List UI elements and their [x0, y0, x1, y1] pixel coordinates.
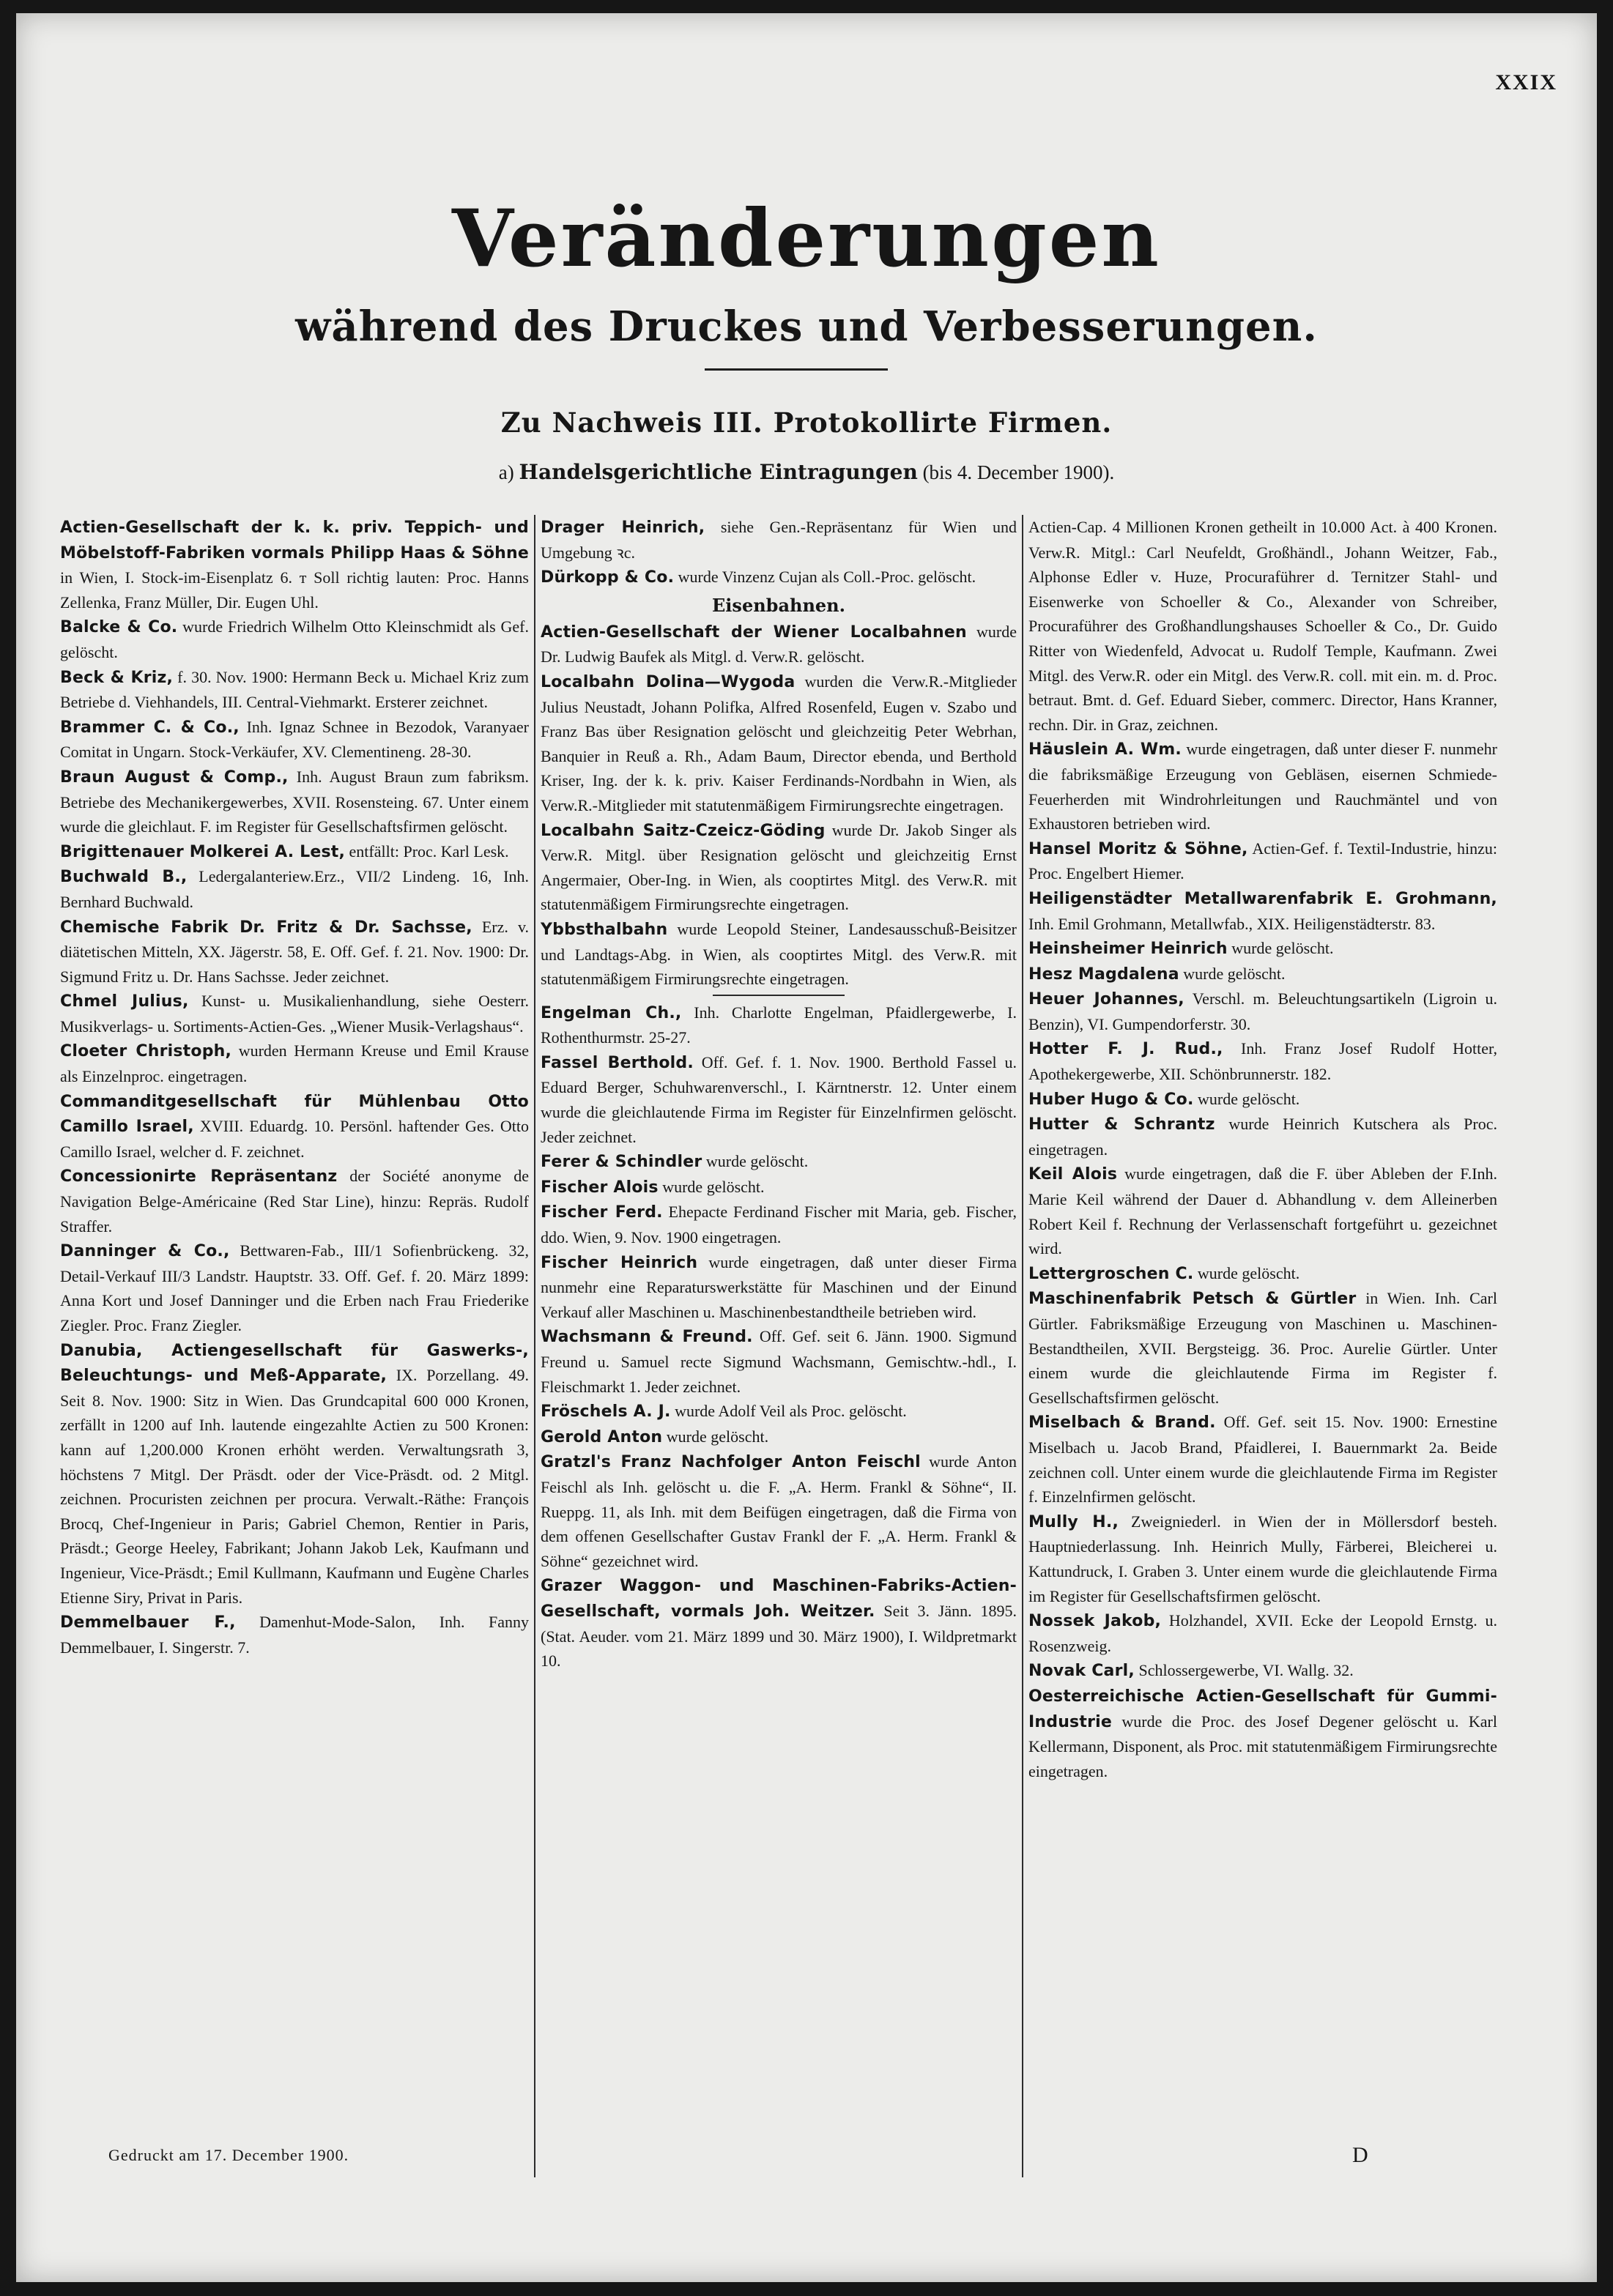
firm-name: Fischer Heinrich: [541, 1253, 698, 1272]
page-subtitle: während des Druckes und Verbesserungen.: [295, 302, 1318, 351]
register-entry: [60, 1338, 529, 1610]
register-entry: [1028, 886, 1497, 936]
register-entry: [541, 1449, 1017, 1573]
register-entry: [541, 1399, 1017, 1424]
register-entry: [541, 1200, 1017, 1249]
entry-text: Ledergalanteriew.Erz., VII/2 Lindeng. 16, Inh. Bernhard Buchwald.: [60, 867, 529, 911]
column-1: [60, 515, 529, 2123]
column-2-entries: [541, 515, 1017, 590]
signature-mark: D: [1352, 2143, 1368, 2167]
entry-text: wurde eingetragen, daß unter dieser Firma nunmehr eine Reparaturswerkstätte für Maschinen und der Einund Verkauf aller Maschinen u. Maschinenbestandtheile betrieben wird.: [541, 1252, 1017, 1321]
page-title: Veränderungen: [452, 193, 1161, 285]
register-entry: [60, 864, 529, 914]
register-entry: [1028, 987, 1497, 1036]
entry-text: Schlossergewerbe, VI. Wallg. 32.: [1138, 1661, 1354, 1680]
register-entry: [1028, 1112, 1497, 1162]
firm-name: Danninger & Co.,: [60, 1242, 230, 1261]
entry-text: IX. Porzellang. 49. Seit 8. Nov. 1900: Sitz in Wien. Das Grundcapital 600 000 Kronen, zerfällt in 1200 auf Inh. lautende eingezahlte Actien zu 500 Kronen: kann auf 1,200.000 Kronen erhöht werden. Verwaltungsrath 3, höchstens 7 Mitgl. Der Präsdt. oder der Vice-Präsdt. od. 2 Mitgl. zeichnen. Procuristen zeichnen per procura. Verwalt.-Räthe: François Brocq, Chef-Ingenieur in Paris; Gabriel Chemon, Rentier in Paris, Präsdt.; George Heeley, Fabrikant; Johann Jakob Lek, Kaufmann und Ingenieur, Vice-Präsdt.; Emil Kullmann, Kaufmann und Eugène Charles Etienne Siry, Privat in Paris.: [60, 1366, 529, 1607]
entry-text: wurde gelöscht.: [705, 1152, 809, 1171]
entry-text: wurde gelöscht.: [662, 1177, 765, 1196]
entry-text: entfällt: Proc. Karl Lesk.: [349, 842, 509, 861]
register-entry: [60, 989, 529, 1039]
subsection-suffix: (bis 4. December 1900).: [922, 461, 1115, 483]
entry-text: Bettwaren-Fab., III/1 Sofienbrückeng. 32, Detail-Verkauf III/3 Landstr. Hauptstr. 33. Off. Gef. f. 20. März 1899: Anna Kort und Josef Danninger und die Erben nach Frau Friederike Ziegler. Proc. Franz Ziegler.: [60, 1241, 529, 1334]
subsection-name: Handelsgerichtliche Eintragungen: [519, 460, 918, 484]
firm-name: Braun August & Comp.,: [60, 768, 289, 787]
firm-name: Häuslein A. Wm.: [1028, 740, 1182, 759]
entry-text: wurde eingetragen, daß unter dieser F. nunmehr die fabriksmäßige Erzeugung von Gebläsen, eisernen Schmiede-Feuerherden mit Windrohrleitungen und Rauchmäntel und von Exhaustoren betrieben wird.: [1028, 740, 1497, 833]
entry-text: Ehepacte Ferdinand Fischer mit Maria, geb. Fischer, ddo. Wien, 9. Nov. 1900 eingetragen.: [541, 1203, 1017, 1247]
entry-text: Inh. Charlotte Engelman, Pfaidlergewerbe, I. Rothenthurmstr. 25-27.: [541, 1003, 1017, 1047]
register-entry: [541, 917, 1017, 992]
register-entry: [541, 1175, 1017, 1200]
entry-text: Erz. v. diätetischen Mitteln, XX. Jägerstr. 58, E. Off. Gef. f. 21. Nov. 1900: Dr. Sigmund Fritz u. Dr. Hans Sachsse. Jeder zeichnet.: [60, 917, 529, 986]
subsection-prefix: a): [498, 461, 514, 483]
register-entry: [60, 1089, 529, 1164]
entry-text: XVIII. Eduardg. 10. Persönl. haftender Ges. Otto Camillo Israel, welcher d. F. zeichnet.: [60, 1117, 529, 1161]
firm-name: Grazer Waggon- und Maschinen-Fabriks-Actien-Gesellschaft, vormals Joh. Weitzer.: [541, 1577, 1017, 1621]
entry-text: wurde Vinzenz Cujan als Coll.-Proc. gelöscht.: [678, 568, 976, 587]
register-entry: [1028, 962, 1497, 987]
register-entry: [541, 1050, 1017, 1149]
firm-name: Keil Alois: [1028, 1165, 1118, 1184]
column-3-entries: [1028, 515, 1497, 1783]
firm-name: Balcke & Co.: [60, 618, 178, 637]
register-entry: [541, 1000, 1017, 1050]
firm-name: Maschinenfabrik Petsch & Gürtler: [1028, 1290, 1357, 1309]
firm-name: Chemische Fabrik Dr. Fritz & Dr. Sachsse,: [60, 918, 472, 937]
firm-name: Lettergroschen C.: [1028, 1264, 1194, 1283]
register-entry: [60, 515, 529, 614]
firm-name: Danubia, Actiengesellschaft für Gaswerks-, Beleuchtungs- und Meß-Apparate,: [60, 1341, 529, 1386]
entry-text: wurde Friedrich Wilhelm Otto Kleinschmidt als Gef. gelöscht.: [60, 617, 529, 661]
firm-name: Ybbsthalbahn: [541, 920, 668, 939]
register-entry: [541, 818, 1017, 917]
entry-text: in Wien, I. Stock-im-Eisenplatz 6. ᴛ Soll richtig lauten: Proc. Hanns Zellenka, Franz Müller, Dir. Eugen Uhl.: [60, 568, 529, 612]
entry-text: Seit 3. Jänn. 1895. (Stat. Aeuder. vom 21. März 1899 und 30. März 1900), I. Wildpretmarkt 10.: [541, 1601, 1017, 1671]
firm-name: Commanditgesellschaft für Mühlenbau Otto Camillo Israel,: [60, 1092, 529, 1137]
register-entry: [60, 715, 529, 765]
register-entry: [60, 1039, 529, 1088]
firm-name: Concessionirte Repräsentanz: [60, 1167, 338, 1186]
register-entry: [541, 1424, 1017, 1450]
firm-name: Fröschels A. J.: [541, 1403, 671, 1422]
register-entry: [1028, 1261, 1497, 1287]
firm-name: Wachsmann & Freund.: [541, 1328, 753, 1347]
firm-name: Localbahn Dolina—Wygoda: [541, 672, 796, 691]
firm-name: Beck & Kriz,: [60, 668, 174, 687]
entry-text: wurde gelöscht.: [1231, 939, 1334, 958]
register-entry: [1028, 1036, 1497, 1086]
title-divider: [705, 368, 888, 371]
register-entry: [1028, 1410, 1497, 1509]
entry-text: Off. Gef. f. 1. Nov. 1900. Berthold Fassel u. Eduard Berger, Schuhwarenverschl., I. Kärntnerstr. 12. Unter einem wurde die gleichlautende Firma im Register für Einzelnfirmen gelöscht. Jeder zeichnet.: [541, 1052, 1017, 1146]
firm-name: Dürkopp & Co.: [541, 568, 675, 587]
firm-name: Huber Hugo & Co.: [1028, 1090, 1194, 1109]
entry-separator: [713, 995, 845, 996]
firm-name: Gerold Anton: [541, 1427, 663, 1446]
entry-text: in Wien. Inh. Carl Gürtler. Fabriksmäßige Erzeugung von Maschinen u. Maschinen-Bestandtheilen, XVII. Bergsteigg. 36. Proc. Aurelie Gürtler. Unter einem wurde die gleichlautende Firma im Register f. Gesellschaftsfirmen gelöscht.: [1028, 1289, 1497, 1407]
register-entry: [1028, 836, 1497, 886]
firm-name: Demmelbauer F.,: [60, 1613, 236, 1632]
entry-text: wurde die Proc. des Josef Degener gelöscht u. Karl Kellermann, Disponent, als Proc. mit statutenmäßigem Firmirungsrechte eingetragen.: [1028, 1712, 1497, 1780]
entry-text: der Société anonyme de Navigation Belge-Américaine (Red Star Line), hinzu: Repräs. Rudolf Straffer.: [60, 1167, 529, 1236]
entry-text: Inh. Franz Josef Rudolf Hotter, Apothekergewerbe, XII. Schönbrunnerstr. 182.: [1028, 1039, 1497, 1084]
register-entry: [1028, 1684, 1497, 1783]
entry-text: Verschl. m. Beleuchtungsartikeln (Ligroin u. Benzin), VI. Gumpendorferstr. 30.: [1028, 989, 1497, 1033]
firm-name: Heiligenstädter Metallwarenfabrik E. Grohmann,: [1028, 889, 1497, 908]
register-entry: [541, 1250, 1017, 1325]
register-entry: [541, 1324, 1017, 1399]
firm-name: Buchwald B.,: [60, 868, 188, 887]
entry-text: wurde gelöscht.: [1198, 1089, 1300, 1108]
entry-text: Inh. August Braun zum fabriksm. Betriebe des Mechanikergewerbes, XVII. Rosensteing. 67. Unter einem wurde die gleichlaut. F. im Register für Gesellschaftsfirmen gelöscht.: [60, 767, 529, 836]
register-entry: [60, 765, 529, 839]
firm-name: Oesterreichische Actien-Gesellschaft für Gummi-Industrie: [1028, 1687, 1497, 1731]
entry-text: siehe Gen.-Repräsentanz für Wien und Umgebung ꝛc.: [541, 518, 1017, 562]
firm-name: Localbahn Saitz-Czeicz-Göding: [541, 821, 826, 840]
entry-text: wurde Leopold Steiner, Landesausschuß-Beisitzer und Landtags-Abg. in Wien, als cooptirtes Mitgl. des Verw.R. mit statutenmäßigem Firmirungsrechte eingetragen.: [541, 919, 1017, 989]
register-entry: [60, 614, 529, 664]
column-1-entries: [60, 515, 529, 1660]
railway-entries: [541, 620, 1017, 992]
firm-name: Fischer Ferd.: [541, 1203, 663, 1222]
firm-name: Mully H.,: [1028, 1512, 1119, 1531]
register-entry: [60, 839, 529, 865]
firm-name: Engelman Ch.,: [541, 1003, 682, 1022]
firm-name: Hotter F. J. Rud.,: [1028, 1040, 1223, 1059]
register-entry: [1028, 1087, 1497, 1112]
firm-name: Hesz Magdalena: [1028, 965, 1179, 984]
entry-text: wurde gelöscht.: [1183, 964, 1286, 983]
register-entry: [541, 1573, 1017, 1673]
entry-text: Off. Gef. seit 6. Jänn. 1900. Sigmund Freund u. Samuel recte Sigmund Wachsmann, Gemischtw.-hdl., I. Fleischmarkt 1. Jeder zeichnet.: [541, 1327, 1017, 1396]
subsection-heading: [16, 460, 1597, 484]
entry-text: wurde Dr. Jakob Singer als Verw.R. Mitgl. über Resignation gelöscht und gleichzeitig Ernst Angermaier, Ober-Ing. in Wien, als cooptirtes Mitgl. des Verw.R. mit statutenmäßigem Firmirungsrechte eingetragen.: [541, 820, 1017, 914]
entry-text: wurde Anton Feischl als Inh. gelöscht u. die F. „A. Herm. Frankl & Söhne“, II. Rueppg. 11, als Inh. mit dem Beifügen eingetragen, daß die Firma von dem offenen Gesellschafter Gustav Frankl der F. „A. Herm. Frankl & Söhne“ gezeichnet wird.: [541, 1452, 1017, 1570]
register-entry: [1028, 1286, 1497, 1410]
firm-name: Brigittenauer Molkerei A. Lest,: [60, 842, 346, 861]
entry-text: Inh. Emil Grohmann, Metallwfab., XIX. Heiligenstädterstr. 83.: [1028, 914, 1436, 933]
register-entry: [1028, 1658, 1497, 1684]
firm-name: Ferer & Schindler: [541, 1153, 702, 1172]
column-divider: [534, 515, 535, 2177]
firm-name: Miselbach & Brand.: [1028, 1413, 1216, 1433]
register-entry: [1028, 515, 1497, 737]
entry-text: wurde gelöscht.: [666, 1427, 769, 1446]
firm-name: Actien-Gesellschaft der Wiener Localbahnen: [541, 623, 967, 642]
entry-text: wurden Hermann Kreuse und Emil Krause als Einzelnproc. eingetragen.: [60, 1041, 529, 1086]
entry-text: Inh. Ignaz Schnee in Bezodok, Varanyaer Comitat in Ungarn. Stock-Verkäufer, XV. Clementineng. 28-30.: [60, 717, 529, 762]
entry-text: Kunst- u. Musikalienhandlung, siehe Oesterr. Musikverlags- u. Sortiments-Actien-Ges. „Wiener Musik-Verlagshaus“.: [60, 992, 529, 1036]
entry-text: wurden die Verw.R.-Mitglieder Julius Neustadt, Johann Polifka, Alfred Rosenfeld, Eugen v. Szabo und Franz Bas über Resignation gelöscht und gleichzeitig Peter Webrhan, Banquier in Reuß a. Rh., Adam Baum, Director ebenda, und Berthold Kriser, Ing. der k. k. priv. Kaiser Ferdinands-Nordbahn in Wien, als Verw.R.-Mitglieder mit statutenmäßigem Firmirungsrechte eingetragen.: [541, 672, 1017, 814]
firm-name: Chmel Julius,: [60, 992, 189, 1011]
register-entry: [60, 665, 529, 715]
entry-text: wurde gelöscht.: [1197, 1263, 1300, 1282]
entry-text: Holzhandel, XVII. Ecke der Leopold Ernstg. u. Rosenzweig.: [1028, 1611, 1497, 1655]
firm-name: Heuer Johannes,: [1028, 990, 1184, 1009]
register-entry: [1028, 737, 1497, 836]
register-entry: [541, 1149, 1017, 1175]
register-entry: [60, 915, 529, 989]
entry-text: wurde Heinrich Kutschera als Proc. eingetragen.: [1028, 1115, 1497, 1159]
column-divider: [1022, 515, 1023, 2177]
firm-name: Hansel Moritz & Söhne,: [1028, 839, 1248, 858]
column-2-more-entries: [541, 1000, 1017, 1673]
entry-text: Zweigniederl. in Wien der in Möllersdorf besteh. Hauptniederlassung. Inh. Heinrich Mully, Färberei, Bleicherei u. Kattundruck, I. Graben 3. Unter einem wurde die gleichlautende Firma im Register für Gesellschaftsfirmen gelöscht.: [1028, 1512, 1497, 1605]
register-entry: [60, 1164, 529, 1238]
register-entry: [1028, 1608, 1497, 1658]
firm-name: Fischer Alois: [541, 1178, 659, 1197]
print-date: Gedruckt am 17. December 1900.: [108, 2146, 349, 2164]
firm-name: Heinsheimer Heinrich: [1028, 940, 1228, 959]
column-2: [541, 515, 1017, 2123]
entry-text: wurde eingetragen, daß die F. über Ableben der F.Inh. Marie Keil während der Dauer d. Abhandlung v. dem Alleinerben Robert Keil f. Rechnung der Verlassenschaft fortgeführt u. gezeichnet wird.: [1028, 1164, 1497, 1258]
section-heading-eisenbahnen: Eisenbahnen.: [712, 594, 845, 616]
register-entry: [541, 669, 1017, 818]
register-entry: [1028, 1509, 1497, 1608]
register-entry: [541, 565, 1017, 590]
entry-text: wurde Adolf Veil als Proc. gelöscht.: [675, 1402, 907, 1421]
register-entry: [541, 620, 1017, 669]
register-entry: [1028, 1162, 1497, 1260]
column-3: [1028, 515, 1497, 2123]
section-heading: Zu Nachweis III. Protokollirte Firmen.: [500, 406, 1113, 439]
firm-name: Nossek Jakob,: [1028, 1612, 1162, 1631]
firm-name: Fassel Berthold.: [541, 1053, 694, 1072]
entry-text: Actien-Cap. 4 Millionen Kronen getheilt in 10.000 Act. à 400 Kronen. Verw.R. Mitgl.: Carl Neufeldt, Großhändl., Johann Weitzer, Fab., Alphonse Edler v. Huze, Procuraführer d. Ternitzer Stahl- und Eisenwerke von Schoeller & Co., Alexander von Schreiber, Procuraführer des Großhandlungshauses Schoeller & Co., Dr. Guido Ritter von Wiedenfeld, Advocat u. Rudolf Temple, Kaufmann. Zwei Mitgl. des Verw.R. oder ein Mitgl. des Verw.R. coll. mit ein. m. d. Proc. betraut. Bmt. d. Gef. Eduard Sieber, commerc. Director, Hans Kranner, rechn. Dir. in Graz, zeichnen.: [1028, 518, 1497, 734]
document-page: [16, 13, 1597, 2282]
entry-text: Damenhut-Mode-Salon, Inh. Fanny Demmelbauer, I. Singerstr. 7.: [60, 1613, 529, 1657]
register-entry: [60, 1610, 529, 1660]
entry-text: f. 30. Nov. 1900: Hermann Beck u. Michael Kriz zum Betriebe d. Viehhandels, III. Central-Viehmarkt. Ersterer zeichnet.: [60, 667, 529, 712]
entry-text: wurde Dr. Ludwig Baufek als Mitgl. d. Verw.R. gelöscht.: [541, 622, 1017, 666]
firm-name: Hutter & Schrantz: [1028, 1115, 1215, 1134]
register-entry: [1028, 936, 1497, 962]
register-entry: [541, 515, 1017, 565]
entry-text: Actien-Gef. f. Textil-Industrie, hinzu: Proc. Engelbert Hiemer.: [1028, 839, 1497, 883]
page-number: XXIX: [1495, 70, 1557, 94]
register-entry: [60, 1238, 529, 1337]
firm-name: Drager Heinrich,: [541, 519, 705, 537]
firm-name: Gratzl's Franz Nachfolger Anton Feischl: [541, 1453, 921, 1472]
entry-text: Off. Gef. seit 15. Nov. 1900: Ernestine Miselbach u. Jacob Brand, Pfaidlerei, I. Bauernmarkt 2a. Beide zeichnen coll. Unter einem wurde die gleichlautende Firma im Register f. Einzelnfirmen gelöscht.: [1028, 1413, 1497, 1506]
firm-name: Brammer C. & Co.,: [60, 718, 240, 737]
firm-name: Cloeter Christoph,: [60, 1042, 232, 1061]
firm-name: Novak Carl,: [1028, 1662, 1135, 1681]
firm-name: Actien-Gesellschaft der k. k. priv. Teppich- und Möbelstoff-Fabriken vormals Philipp Haas & Söhne: [60, 519, 529, 562]
